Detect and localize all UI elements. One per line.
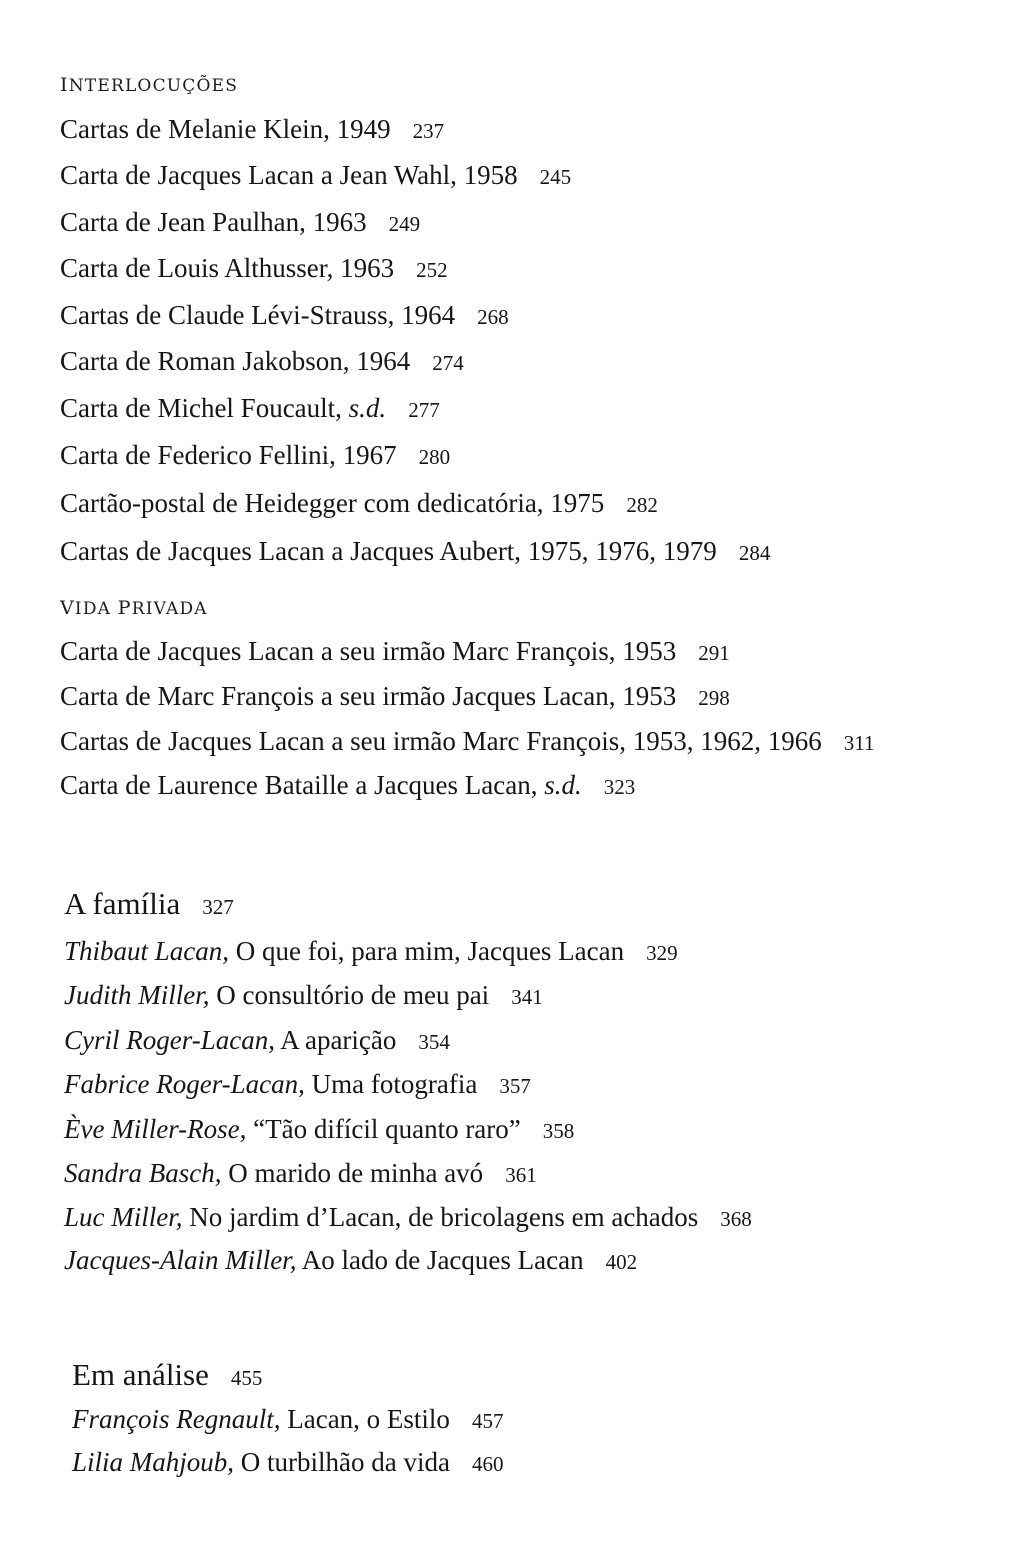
author-name: Cyril Roger-Lacan, [64, 1025, 275, 1055]
page-number: 358 [542, 1119, 575, 1143]
page-number: 274 [432, 351, 464, 375]
author-name: Jacques-Alain Miller, [64, 1245, 297, 1275]
page-number: 354 [418, 1030, 450, 1054]
toc-entry: Carta de Jacques Lacan a Jean Wahl, 1958 245 [60, 160, 572, 190]
toc-entry: Carta de Louis Althusser, 1963 252 [60, 253, 448, 283]
page-number: 357 [499, 1074, 531, 1098]
toc-entry: François Regnault, Lacan, o Estilo 457 [72, 1404, 504, 1434]
author-name: Thibaut Lacan, [64, 936, 230, 966]
toc-entry: Jacques-Alain Miller, Ao lado de Jacques Lacan 402 [64, 1245, 638, 1275]
page-number: 268 [477, 305, 509, 329]
toc-entry: Fabrice Roger-Lacan, Uma fotografia 357 [64, 1069, 531, 1099]
page-number: 311 [843, 731, 875, 755]
toc-entry: Cartas de Jacques Lacan a Jacques Aubert, 1975, 1976, 1979 284 [60, 536, 771, 566]
toc-entry: Carta de Jacques Lacan a seu irmão Marc François, 1953 291 [60, 636, 730, 666]
part-title-em-analise: Em análise 455 [72, 1357, 263, 1392]
page-number: 323 [603, 775, 636, 799]
author-name: Luc Miller, [64, 1202, 183, 1232]
toc-entry: Carta de Federico Fellini, 1967 280 [60, 440, 451, 470]
toc-entry: Carta de Roman Jakobson, 1964 274 [60, 346, 464, 376]
toc-entry: Cartas de Claude Lévi-Strauss, 1964 268 [60, 300, 509, 330]
page-number: 368 [720, 1207, 752, 1231]
page-number: 280 [418, 445, 451, 469]
page-number: 298 [698, 686, 730, 710]
toc-entry: Cartão-postal de Heidegger com dedicatória, 1975 282 [60, 488, 658, 518]
page-number: 284 [738, 541, 771, 565]
page-number: 245 [539, 165, 572, 189]
author-name: Sandra Basch, [64, 1158, 222, 1188]
toc-entry: Ève Miller-Rose, “Tão difícil quanto raro” 358 [64, 1114, 575, 1144]
page-number: 455 [230, 1366, 263, 1390]
author-name: Lilia Mahjoub, [72, 1447, 235, 1477]
page-number: 329 [646, 941, 678, 965]
toc-entry: Carta de Marc François a seu irmão Jacques Lacan, 1953 298 [60, 681, 730, 711]
toc-entry: Lilia Mahjoub, O turbilhão da vida 460 [72, 1447, 504, 1477]
page-number: 249 [388, 212, 421, 236]
page-number: 341 [511, 985, 543, 1009]
page-number: 361 [505, 1163, 537, 1187]
section-label-interlocucoes: INTERLOCUÇÕES [60, 74, 239, 96]
page-number: 402 [605, 1250, 638, 1274]
page-number: 252 [416, 258, 448, 282]
page-number: 282 [626, 493, 658, 517]
page-number: 277 [408, 398, 440, 422]
page-number: 237 [412, 119, 445, 143]
toc-entry: Cartas de Jacques Lacan a seu irmão Marc François, 1953, 1962, 1966 311 [60, 726, 875, 756]
toc-entry: Carta de Michel Foucault, s.d. 277 [60, 393, 440, 423]
toc-entry: Sandra Basch, O marido de minha avó 361 [64, 1158, 537, 1188]
page-number: 327 [202, 895, 234, 919]
page-number: 457 [471, 1409, 504, 1433]
toc-entry: Cyril Roger-Lacan, A aparição 354 [64, 1025, 450, 1055]
section-label-vida-privada: VIDA PRIVADA [60, 597, 208, 619]
page-number: 291 [698, 641, 730, 665]
author-name: Ève Miller-Rose, [64, 1114, 247, 1144]
part-title-a-familia: A família 327 [64, 886, 234, 921]
toc-entry: Luc Miller, No jardim d’Lacan, de bricolagens em achados 368 [64, 1202, 752, 1232]
author-name: Fabrice Roger-Lacan, [64, 1069, 305, 1099]
page-number: 460 [471, 1452, 504, 1476]
toc-entry: Cartas de Melanie Klein, 1949 237 [60, 114, 445, 144]
toc-entry: Judith Miller, O consultório de meu pai 341 [64, 980, 543, 1010]
toc-entry: Carta de Laurence Bataille a Jacques Lacan, s.d. 323 [60, 770, 636, 800]
author-name: François Regnault, [72, 1404, 281, 1434]
author-name: Judith Miller, [64, 980, 210, 1010]
toc-entry: Carta de Jean Paulhan, 1963 249 [60, 207, 421, 237]
toc-entry: Thibaut Lacan, O que foi, para mim, Jacques Lacan 329 [64, 936, 678, 966]
